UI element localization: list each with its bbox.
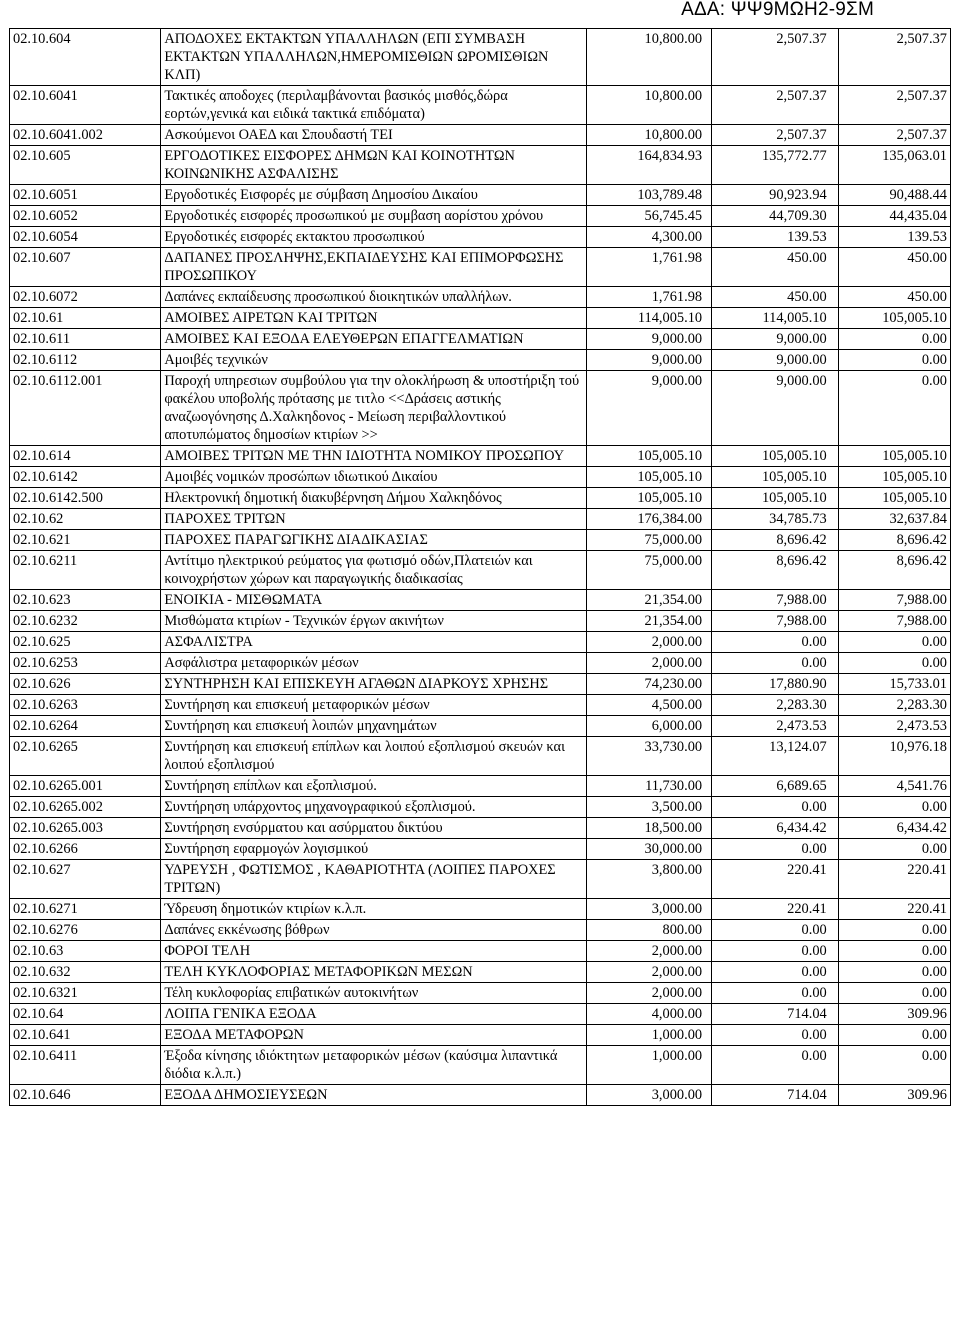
budgeted-amount-cell: 75,000.00 <box>586 551 712 590</box>
committed-amount-cell: 0.00 <box>712 962 839 983</box>
description-cell: ΠΑΡΟΧΕΣ ΤΡΙΤΩΝ <box>161 509 586 530</box>
table-row <box>10 488 951 509</box>
committed-amount-cell: 17,880.90 <box>712 674 839 695</box>
account-code-cell: 02.10.625 <box>10 632 161 653</box>
budgeted-amount-cell: 105,005.10 <box>586 446 712 467</box>
budgeted-amount-cell: 176,384.00 <box>586 509 712 530</box>
paid-amount-cell: 0.00 <box>838 920 950 941</box>
budgeted-amount-cell: 2,000.00 <box>586 941 712 962</box>
account-code-cell: 02.10.6232 <box>10 611 161 632</box>
description-cell: ΔΑΠΑΝΕΣ ΠΡΟΣΛΗΨΗΣ,ΕΚΠΑΙΔΕΥΣΗΣ ΚΑΙ ΕΠΙΜΟΡΦΩΣΗΣ ΠΡΟΣΩΠΙΚΟΥ <box>161 248 586 287</box>
account-code-cell: 02.10.6266 <box>10 839 161 860</box>
account-code-cell: 02.10.62 <box>10 509 161 530</box>
account-code-cell: 02.10.626 <box>10 674 161 695</box>
account-code-cell: 02.10.6265.003 <box>10 818 161 839</box>
paid-amount-cell: 44,435.04 <box>838 206 950 227</box>
account-code-cell: 02.10.6051 <box>10 185 161 206</box>
account-code-cell: 02.10.61 <box>10 308 161 329</box>
budgeted-amount-cell: 9,000.00 <box>586 371 712 446</box>
budgeted-amount-cell: 10,800.00 <box>586 125 712 146</box>
account-code-cell: 02.10.6211 <box>10 551 161 590</box>
budgeted-amount-cell: 56,745.45 <box>586 206 712 227</box>
committed-amount-cell: 8,696.42 <box>712 530 839 551</box>
table-row <box>10 590 951 611</box>
table-row <box>10 737 951 776</box>
account-code-cell: 02.10.6072 <box>10 287 161 308</box>
budgeted-amount-cell: 3,000.00 <box>586 899 712 920</box>
table-row <box>10 860 951 899</box>
table-row <box>10 509 951 530</box>
budgeted-amount-cell: 33,730.00 <box>586 737 712 776</box>
paid-amount-cell: 450.00 <box>838 248 950 287</box>
paid-amount-cell: 10,976.18 <box>838 737 950 776</box>
table-row <box>10 962 951 983</box>
budgeted-amount-cell: 4,000.00 <box>586 1004 712 1025</box>
budget-table <box>9 28 951 1106</box>
budgeted-amount-cell: 11,730.00 <box>586 776 712 797</box>
budgeted-amount-cell: 3,800.00 <box>586 860 712 899</box>
account-code-cell: 02.10.6054 <box>10 227 161 248</box>
table-row <box>10 716 951 737</box>
account-code-cell: 02.10.63 <box>10 941 161 962</box>
account-code-cell: 02.10.64 <box>10 1004 161 1025</box>
paid-amount-cell: 32,637.84 <box>838 509 950 530</box>
paid-amount-cell: 105,005.10 <box>838 446 950 467</box>
description-cell: Τέλη κυκλοφορίας επιβατικών αυτοκινήτων <box>161 983 586 1004</box>
table-row <box>10 818 951 839</box>
account-code-cell: 02.10.6265 <box>10 737 161 776</box>
description-cell: ΑΜΟΙΒΕΣ ΤΡΙΤΩΝ ΜΕ ΤΗΝ ΙΔΙΟΤΗΤΑ ΝΟΜΙΚΟΥ ΠΡΟΣΩΠΟΥ <box>161 446 586 467</box>
budgeted-amount-cell: 105,005.10 <box>586 467 712 488</box>
committed-amount-cell: 0.00 <box>712 983 839 1004</box>
account-code-cell: 02.10.6041 <box>10 86 161 125</box>
paid-amount-cell: 309.96 <box>838 1004 950 1025</box>
table-row <box>10 551 951 590</box>
description-cell: Ασφάλιστρα μεταφορικών μέσων <box>161 653 586 674</box>
table-row <box>10 248 951 287</box>
description-cell: Αντίτιμο ηλεκτρικού ρεύματος για φωτισμό οδών,Πλατειών και κοινοχρήστων χώρων και παραγωγικής διαδικασίας <box>161 551 586 590</box>
budgeted-amount-cell: 74,230.00 <box>586 674 712 695</box>
table-row <box>10 611 951 632</box>
committed-amount-cell: 2,283.30 <box>712 695 839 716</box>
account-code-cell: 02.10.6265.002 <box>10 797 161 818</box>
account-code-cell: 02.10.6276 <box>10 920 161 941</box>
budgeted-amount-cell: 9,000.00 <box>586 329 712 350</box>
budgeted-amount-cell: 114,005.10 <box>586 308 712 329</box>
account-code-cell: 02.10.6142 <box>10 467 161 488</box>
committed-amount-cell: 139.53 <box>712 227 839 248</box>
paid-amount-cell: 105,005.10 <box>838 467 950 488</box>
paid-amount-cell: 2,473.53 <box>838 716 950 737</box>
committed-amount-cell: 2,507.37 <box>712 125 839 146</box>
budgeted-amount-cell: 9,000.00 <box>586 350 712 371</box>
table-row <box>10 1046 951 1085</box>
description-cell: ΛΟΙΠΑ ΓΕΝΙΚΑ ΕΞΟΔΑ <box>161 1004 586 1025</box>
committed-amount-cell: 0.00 <box>712 1046 839 1085</box>
committed-amount-cell: 9,000.00 <box>712 350 839 371</box>
committed-amount-cell: 0.00 <box>712 797 839 818</box>
committed-amount-cell: 105,005.10 <box>712 467 839 488</box>
description-cell: ΥΔΡΕΥΣΗ , ΦΩΤΙΣΜΟΣ , ΚΑΘΑΡΙΟΤΗΤΑ (ΛΟΙΠΕΣ ΠΑΡΟΧΕΣ ΤΡΙΤΩΝ) <box>161 860 586 899</box>
paid-amount-cell: 0.00 <box>838 632 950 653</box>
paid-amount-cell: 139.53 <box>838 227 950 248</box>
account-code-cell: 02.10.6052 <box>10 206 161 227</box>
committed-amount-cell: 105,005.10 <box>712 446 839 467</box>
description-cell: Αμοιβές νομικών προσώπων ιδιωτικού Δικαίου <box>161 467 586 488</box>
budgeted-amount-cell: 2,000.00 <box>586 653 712 674</box>
table-row <box>10 125 951 146</box>
account-code-cell: 02.10.6271 <box>10 899 161 920</box>
paid-amount-cell: 0.00 <box>838 329 950 350</box>
budgeted-amount-cell: 1,000.00 <box>586 1025 712 1046</box>
committed-amount-cell: 2,507.37 <box>712 86 839 125</box>
description-cell: ΤΕΛΗ ΚΥΚΛΟΦΟΡΙΑΣ ΜΕΤΑΦΟΡΙΚΩΝ ΜΕΣΩΝ <box>161 962 586 983</box>
budgeted-amount-cell: 3,000.00 <box>586 1085 712 1106</box>
account-code-cell: 02.10.6142.500 <box>10 488 161 509</box>
budgeted-amount-cell: 10,800.00 <box>586 86 712 125</box>
committed-amount-cell: 714.04 <box>712 1085 839 1106</box>
table-row <box>10 227 951 248</box>
account-code-cell: 02.10.614 <box>10 446 161 467</box>
paid-amount-cell: 309.96 <box>838 1085 950 1106</box>
account-code-cell: 02.10.611 <box>10 329 161 350</box>
committed-amount-cell: 0.00 <box>712 941 839 962</box>
description-cell: Ηλεκτρονική δημοτική διακυβέρνηση Δήμου Χαλκηδόνος <box>161 488 586 509</box>
budgeted-amount-cell: 75,000.00 <box>586 530 712 551</box>
table-row <box>10 329 951 350</box>
description-cell: ΑΜΟΙΒΕΣ ΚΑΙ ΕΞΟΔΑ ΕΛΕΥΘΕΡΩΝ ΕΠΑΓΓΕΛΜΑΤΙΩΝ <box>161 329 586 350</box>
table-row <box>10 695 951 716</box>
committed-amount-cell: 2,473.53 <box>712 716 839 737</box>
account-code-cell: 02.10.646 <box>10 1085 161 1106</box>
budgeted-amount-cell: 1,761.98 <box>586 287 712 308</box>
paid-amount-cell: 0.00 <box>838 1025 950 1046</box>
table-row <box>10 308 951 329</box>
description-cell: Μισθώματα κτιρίων - Τεχνικών έργων ακινήτων <box>161 611 586 632</box>
account-code-cell: 02.10.607 <box>10 248 161 287</box>
table-row <box>10 446 951 467</box>
description-cell: Συντήρηση επίπλων και εξοπλισμού. <box>161 776 586 797</box>
table-row <box>10 371 951 446</box>
paid-amount-cell: 220.41 <box>838 899 950 920</box>
budgeted-amount-cell: 18,500.00 <box>586 818 712 839</box>
paid-amount-cell: 0.00 <box>838 839 950 860</box>
paid-amount-cell: 8,696.42 <box>838 530 950 551</box>
budgeted-amount-cell: 4,500.00 <box>586 695 712 716</box>
committed-amount-cell: 6,689.65 <box>712 776 839 797</box>
account-code-cell: 02.10.621 <box>10 530 161 551</box>
table-row <box>10 467 951 488</box>
committed-amount-cell: 450.00 <box>712 287 839 308</box>
account-code-cell: 02.10.623 <box>10 590 161 611</box>
paid-amount-cell: 0.00 <box>838 350 950 371</box>
paid-amount-cell: 2,507.37 <box>838 125 950 146</box>
committed-amount-cell: 9,000.00 <box>712 371 839 446</box>
committed-amount-cell: 0.00 <box>712 632 839 653</box>
committed-amount-cell: 44,709.30 <box>712 206 839 227</box>
committed-amount-cell: 8,696.42 <box>712 551 839 590</box>
account-code-cell: 02.10.632 <box>10 962 161 983</box>
account-code-cell: 02.10.6253 <box>10 653 161 674</box>
budgeted-amount-cell: 105,005.10 <box>586 488 712 509</box>
budgeted-amount-cell: 10,800.00 <box>586 29 712 86</box>
table-row <box>10 287 951 308</box>
table-row <box>10 29 951 86</box>
paid-amount-cell: 220.41 <box>838 860 950 899</box>
table-row <box>10 674 951 695</box>
committed-amount-cell: 2,507.37 <box>712 29 839 86</box>
paid-amount-cell: 135,063.01 <box>838 146 950 185</box>
budgeted-amount-cell: 2,000.00 <box>586 983 712 1004</box>
description-cell: Συντήρηση και επισκευή επίπλων και λοιπού εξοπλισμού σκευών και λοιπού εξοπλισμού <box>161 737 586 776</box>
paid-amount-cell: 0.00 <box>838 941 950 962</box>
account-code-cell: 02.10.605 <box>10 146 161 185</box>
account-code-cell: 02.10.6112.001 <box>10 371 161 446</box>
description-cell: Συντήρηση και επισκευή λοιπών μηχανημάτων <box>161 716 586 737</box>
paid-amount-cell: 2,507.37 <box>838 29 950 86</box>
paid-amount-cell: 0.00 <box>838 983 950 1004</box>
committed-amount-cell: 0.00 <box>712 839 839 860</box>
description-cell: Συντήρηση ενσύρματου και ασύρματου δικτύου <box>161 818 586 839</box>
committed-amount-cell: 114,005.10 <box>712 308 839 329</box>
paid-amount-cell: 8,696.42 <box>838 551 950 590</box>
description-cell: Παροχή υπηρεσιων συμβούλου για την ολοκλήρωση & υποστήριξη τού φακέλου υποβολής πρότασης με τιτλο <<Δράσεις αστικής αναζωογόνησης Δ.Χαλκηδονος - Μείωση περιβαλλοντικού αποτυπώματος δημοσίων κτιρίων >> <box>161 371 586 446</box>
account-code-cell: 02.10.6112 <box>10 350 161 371</box>
committed-amount-cell: 450.00 <box>712 248 839 287</box>
budgeted-amount-cell: 800.00 <box>586 920 712 941</box>
committed-amount-cell: 220.41 <box>712 899 839 920</box>
account-code-cell: 02.10.627 <box>10 860 161 899</box>
budgeted-amount-cell: 4,300.00 <box>586 227 712 248</box>
table-row <box>10 653 951 674</box>
budgeted-amount-cell: 3,500.00 <box>586 797 712 818</box>
description-cell: ΑΣΦΑΛΙΣΤΡΑ <box>161 632 586 653</box>
paid-amount-cell: 105,005.10 <box>838 308 950 329</box>
description-cell: ΦΟΡΟΙ ΤΕΛΗ <box>161 941 586 962</box>
account-code-cell: 02.10.6263 <box>10 695 161 716</box>
committed-amount-cell: 0.00 <box>712 1025 839 1046</box>
description-cell: Εργοδοτικές εισφορές εκτακτου προσωπικού <box>161 227 586 248</box>
paid-amount-cell: 0.00 <box>838 962 950 983</box>
budgeted-amount-cell: 2,000.00 <box>586 632 712 653</box>
committed-amount-cell: 6,434.42 <box>712 818 839 839</box>
account-code-cell: 02.10.6321 <box>10 983 161 1004</box>
description-cell: Δαπάνες εκκένωσης βόθρων <box>161 920 586 941</box>
description-cell: ΣΥΝΤΗΡΗΣΗ ΚΑΙ ΕΠΙΣΚΕΥΗ ΑΓΑΘΩΝ ΔΙΑΡΚΟΥΣ ΧΡΗΣΗΣ <box>161 674 586 695</box>
table-row <box>10 797 951 818</box>
description-cell: Έξοδα κίνησης ιδιόκτητων μεταφορικών μέσων (καύσιμα λιπαντικά διόδια κ.λ.π.) <box>161 1046 586 1085</box>
account-code-cell: 02.10.6265.001 <box>10 776 161 797</box>
paid-amount-cell: 4,541.76 <box>838 776 950 797</box>
description-cell: Συντήρηση και επισκευή μεταφορικών μέσων <box>161 695 586 716</box>
description-cell: ΑΜΟΙΒΕΣ ΑΙΡΕΤΩΝ ΚΑΙ ΤΡΙΤΩΝ <box>161 308 586 329</box>
account-code-cell: 02.10.6041.002 <box>10 125 161 146</box>
committed-amount-cell: 90,923.94 <box>712 185 839 206</box>
committed-amount-cell: 0.00 <box>712 920 839 941</box>
description-cell: Εργοδοτικές εισφορές προσωπικού με συμβαση αορίστου χρόνου <box>161 206 586 227</box>
committed-amount-cell: 34,785.73 <box>712 509 839 530</box>
table-row <box>10 776 951 797</box>
description-cell: Ασκούμενοι ΟΑΕΔ και Σπουδαστή ΤΕΙ <box>161 125 586 146</box>
paid-amount-cell: 0.00 <box>838 653 950 674</box>
description-cell: Εργοδοτικές Εισφορές με σύμβαση Δημοσίου Δικαίου <box>161 185 586 206</box>
table-row <box>10 1085 951 1106</box>
table-row <box>10 146 951 185</box>
table-row <box>10 206 951 227</box>
budgeted-amount-cell: 1,000.00 <box>586 1046 712 1085</box>
description-cell: Αμοιβές τεχνικών <box>161 350 586 371</box>
description-cell: ΕΝΟΙΚΙΑ - ΜΙΣΘΩΜΑΤΑ <box>161 590 586 611</box>
budgeted-amount-cell: 21,354.00 <box>586 611 712 632</box>
table-row <box>10 983 951 1004</box>
budgeted-amount-cell: 30,000.00 <box>586 839 712 860</box>
description-cell: ΑΠΟΔΟΧΕΣ ΕΚΤΑΚΤΩΝ ΥΠΑΛΛΗΛΩΝ (ΕΠΙ ΣΥΜΒΑΣΗ ΕΚΤΑΚΤΩΝ ΥΠΑΛΛΗΛΩΝ,ΗΜΕΡΟΜΙΣΘΙΩΝ ΩΡΟΜΙΣΘΙΩΝ ΚΛΠ) <box>161 29 586 86</box>
account-code-cell: 02.10.6411 <box>10 1046 161 1085</box>
paid-amount-cell: 7,988.00 <box>838 590 950 611</box>
paid-amount-cell: 0.00 <box>838 1046 950 1085</box>
paid-amount-cell: 105,005.10 <box>838 488 950 509</box>
table-row <box>10 185 951 206</box>
committed-amount-cell: 0.00 <box>712 653 839 674</box>
description-cell: ΕΞΟΔΑ ΜΕΤΑΦΟΡΩΝ <box>161 1025 586 1046</box>
description-cell: ΕΞΟΔΑ ΔΗΜΟΣΙΕΥΣΕΩΝ <box>161 1085 586 1106</box>
budgeted-amount-cell: 2,000.00 <box>586 962 712 983</box>
description-cell: Ύδρευση δημοτικών κτιρίων κ.λ.π. <box>161 899 586 920</box>
budgeted-amount-cell: 21,354.00 <box>586 590 712 611</box>
table-row <box>10 941 951 962</box>
description-cell: Τακτικές αποδοχες (περιλαμβάνονται βασικός μισθός,δώρα εορτών,γενικά και ειδικά τακτικά επιδόματα) <box>161 86 586 125</box>
budgeted-amount-cell: 1,761.98 <box>586 248 712 287</box>
paid-amount-cell: 15,733.01 <box>838 674 950 695</box>
paid-amount-cell: 2,507.37 <box>838 86 950 125</box>
committed-amount-cell: 13,124.07 <box>712 737 839 776</box>
table-row <box>10 86 951 125</box>
table-row <box>10 1004 951 1025</box>
budgeted-amount-cell: 6,000.00 <box>586 716 712 737</box>
description-cell: Συντήρηση εφαρμογών λογισμικού <box>161 839 586 860</box>
committed-amount-cell: 105,005.10 <box>712 488 839 509</box>
budgeted-amount-cell: 164,834.93 <box>586 146 712 185</box>
description-cell: ΕΡΓΟΔΟΤΙΚΕΣ ΕΙΣΦΟΡΕΣ ΔΗΜΩΝ ΚΑΙ ΚΟΙΝΟΤΗΤΩΝ ΚΟΙΝΩΝΙΚΗΣ ΑΣΦΑΛΙΣΗΣ <box>161 146 586 185</box>
budgeted-amount-cell: 103,789.48 <box>586 185 712 206</box>
budget-table-body <box>10 29 951 1106</box>
table-row <box>10 632 951 653</box>
description-cell: Συντήρηση υπάρχοντος μηχανογραφικού εξοπλισμού. <box>161 797 586 818</box>
account-code-cell: 02.10.604 <box>10 29 161 86</box>
table-row <box>10 350 951 371</box>
paid-amount-cell: 2,283.30 <box>838 695 950 716</box>
committed-amount-cell: 7,988.00 <box>712 611 839 632</box>
committed-amount-cell: 7,988.00 <box>712 590 839 611</box>
paid-amount-cell: 6,434.42 <box>838 818 950 839</box>
table-row <box>10 530 951 551</box>
paid-amount-cell: 0.00 <box>838 797 950 818</box>
account-code-cell: 02.10.6264 <box>10 716 161 737</box>
paid-amount-cell: 90,488.44 <box>838 185 950 206</box>
description-cell: ΠΑΡΟΧΕΣ ΠΑΡΑΓΩΓΙΚΗΣ ΔΙΑΔΙΚΑΣΙΑΣ <box>161 530 586 551</box>
committed-amount-cell: 135,772.77 <box>712 146 839 185</box>
description-cell: Δαπάνες εκπαίδευσης προσωπικού διοικητικών υπαλλήλων. <box>161 287 586 308</box>
committed-amount-cell: 220.41 <box>712 860 839 899</box>
table-row <box>10 899 951 920</box>
committed-amount-cell: 9,000.00 <box>712 329 839 350</box>
account-code-cell: 02.10.641 <box>10 1025 161 1046</box>
paid-amount-cell: 7,988.00 <box>838 611 950 632</box>
paid-amount-cell: 450.00 <box>838 287 950 308</box>
ada-header: ΑΔΑ: ΨΨ9ΜΩΗ2-9ΣΜ <box>681 0 874 20</box>
committed-amount-cell: 714.04 <box>712 1004 839 1025</box>
table-row <box>10 920 951 941</box>
table-row <box>10 1025 951 1046</box>
paid-amount-cell: 0.00 <box>838 371 950 446</box>
table-row <box>10 839 951 860</box>
